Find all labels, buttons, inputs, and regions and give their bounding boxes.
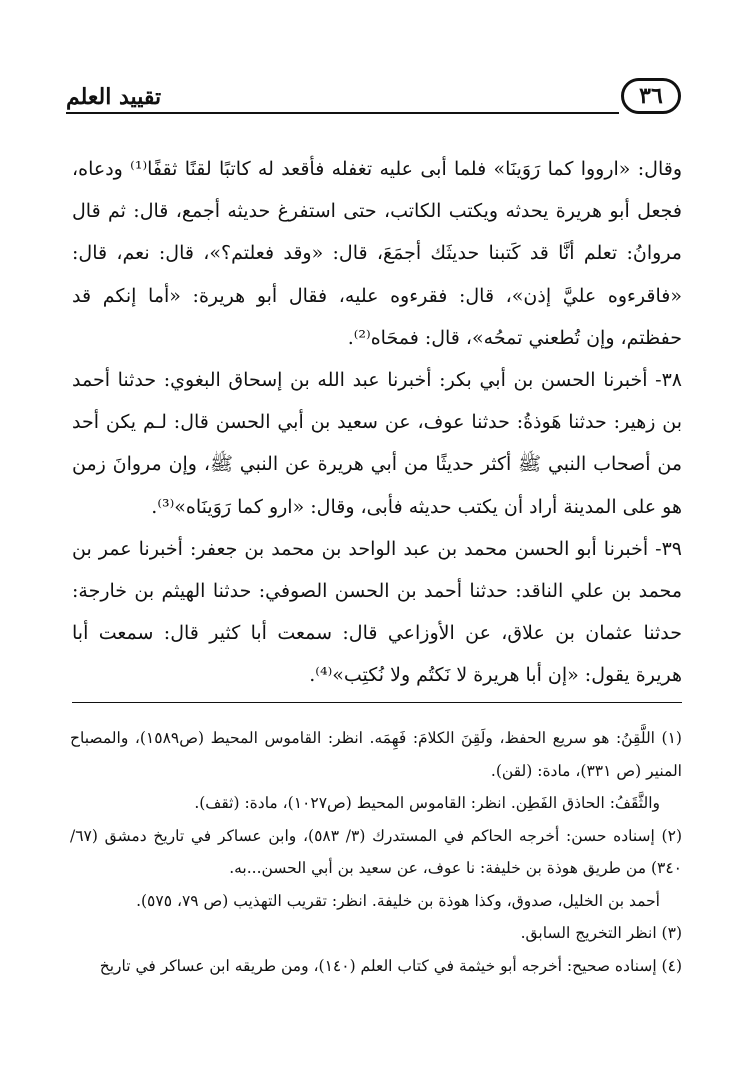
paragraph: ٣٨- أخبرنا الحسن بن أبي بكر: أخبرنا عبد الله بن إسحاق البغوي: حدثنا أحمد بن زهير: حدثنا هَوذةُ: حدثنا عوف، عن سعيد بن أبي الحسن قال: لـم يكن أحد من أصحاب النبي ﷺ أكثر حديثًا من أبي هريرة عن النبي ﷺ، وإن مروانَ زمن هو على المدينة أراد أن يكتب حديثه فأبى، وقال: «ارو كما رَوَينَاه»⁽³⁾. (72, 369, 682, 518)
paragraph: وقال: «ارووا كما رَوَينَا» فلما أبى عليه تغفله فأقعد له كاتبًا لقنًا ثقفًا⁽¹⁾ ودعاه، فجعل أبو هريرة يحدثه ويكتب الكاتب، حتى استفرغ حديثه أجمع، قال: ثم قال مروانُ: تعلم أنَّا قد كَتبنا حديثَك أجمَعَ، قال: «وقد فعلتم؟»، قال: نعم، قال: «فاقرءوه عليَّ إذن»، قال: فقرءوه عليه، فقال أبو هريرة: «أما إنكم قد حفظتم، وإن تُطعني تمحُه»، قال: فمحَاه⁽²⁾. (72, 158, 682, 349)
footnotes (70, 722, 682, 982)
header-divider (66, 112, 619, 114)
footnote: والثَّقَفُ: الحاذق الفَطِن. انظر: القاموس المحيط (ص١٠٢٧)، مادة: (ثقف). (194, 794, 660, 812)
paragraph: ٣٩- أخبرنا أبو الحسن محمد بن عبد الواحد بن محمد بن جعفر: أخبرنا عمر بن محمد بن علي الناقد: حدثنا أحمد بن الحسن الصوفي: حدثنا الهيثم بن خارجة: حدثنا عثمان بن علاق، عن الأوزاعي قال: سمعت أبا كثير قال: سمعت أبا هريرة يقول: «إن أبا هريرة لا نَكتُم ولا نُكتِب»⁽⁴⁾. (72, 537, 682, 687)
running-title: تقييد العلم (66, 84, 162, 110)
footnote: (٤) إسناده صحيح: أخرجه أبو خيثمة في كتاب العلم (١٤٠)، ومن طريقه ابن عساكر في تاريخ (99, 956, 682, 975)
footnote: (٣) انظر التخريج السابق. (520, 924, 682, 942)
page-header (66, 78, 681, 122)
page-number-badge: ٣٦ (621, 78, 681, 114)
footnote: (٢) إسناده حسن: أخرجه الحاكم في المستدرك (٣/ ٥٨٣)، وابن عساكر في تاريخ دمشق (٦٧/ ٣٤٠) من طريق هوذة بن خليفة: نا عوف، عن سعيد بن أبي الحسن...به. (70, 826, 682, 877)
footnote-divider (72, 702, 682, 703)
main-text (72, 148, 682, 697)
footnote: أحمد بن الخليل، صدوق، وكذا هوذة بن خليفة. انظر: تقريب التهذيب (ص ٧٩، ٥٧٥). (136, 891, 660, 910)
footnote: (١) اللَّقِنُ: هو سريع الحفظ، ولَقِنَ الكلامَ: فَهِمَه. انظر: القاموس المحيط (ص١٥٨٩)، والمصباح المنير (ص ٣٣١)، مادة: (لقن). (70, 729, 682, 780)
